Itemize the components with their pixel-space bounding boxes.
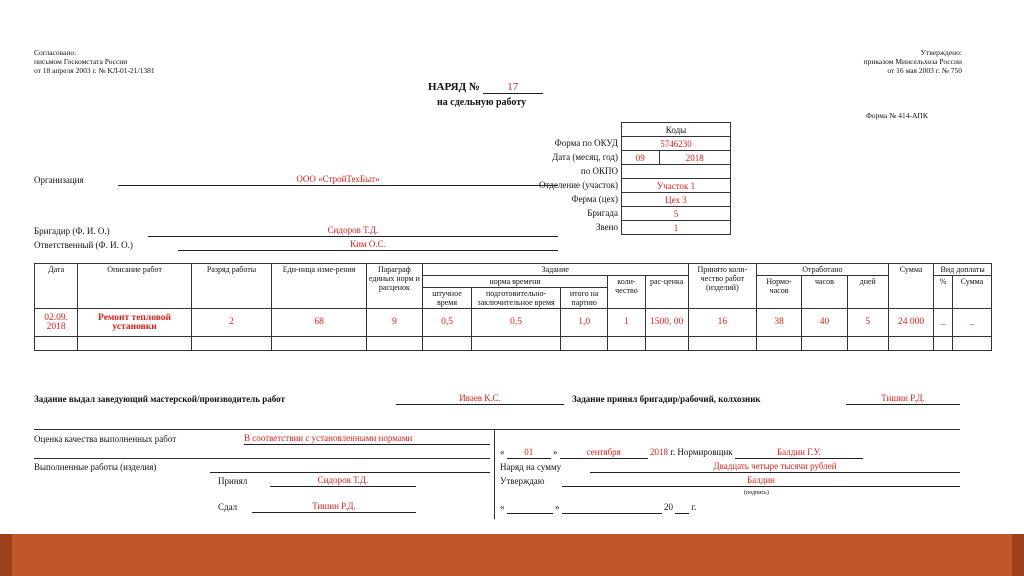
cell-unit: 68 xyxy=(272,309,367,337)
farm-label: Ферма (цех) xyxy=(571,194,618,204)
cell-accepted: 16 xyxy=(688,309,756,337)
brigade-label: Бригада xyxy=(587,208,618,218)
cell-date: 02.09. 2018 xyxy=(35,309,78,337)
approve-value: Балдин xyxy=(562,475,960,487)
handed-label: Сдал xyxy=(218,502,238,512)
date2-year: 20 xyxy=(664,502,673,512)
okud-label: Форма по ОКУД xyxy=(554,138,618,148)
approval-line-1: Согласовано: xyxy=(34,48,77,57)
cell-rate: 1500, 00 xyxy=(645,309,688,337)
codes-labels xyxy=(539,138,618,236)
received-value: Сидоров Т.Д. xyxy=(270,475,416,487)
issued-value: Иваев К.С. xyxy=(396,393,564,405)
col-date: Дата xyxy=(35,264,78,309)
footer-vertical-divider xyxy=(494,429,495,519)
date-label: Дата (месяц, год) xyxy=(552,152,618,162)
quality-value: В соответствии с установленными нормами xyxy=(244,433,490,445)
accepted-label: Задание принял бригадир/рабочий, колхозник xyxy=(572,394,761,404)
cell-prep: 0,5 xyxy=(472,309,561,337)
col-days: дней xyxy=(847,276,888,309)
approval-line-3: от 18 апреля 2003 г. № КЛ-01-21/1381 xyxy=(34,66,155,75)
org-value: ООО «СтройТехБыт» xyxy=(118,174,558,186)
cell-qty: 1 xyxy=(608,309,645,337)
col-task: Задание xyxy=(422,264,688,276)
col-worked: Отработано xyxy=(756,264,888,276)
col-extrasum: Сумма xyxy=(952,276,991,309)
table-row xyxy=(35,309,992,337)
brigadier-value: Сидоров Т.Д. xyxy=(148,225,558,237)
confirmed-block xyxy=(864,48,962,75)
cell-total: 1,0 xyxy=(560,309,607,337)
norm-month: сентября xyxy=(560,447,648,459)
cell-desc: Ремонт тепловой установки xyxy=(78,309,191,337)
issued-label: Задание выдал заведующий мастерской/производитель работ xyxy=(34,394,285,404)
date-month: 09 xyxy=(622,151,660,165)
naryad-number: 17 xyxy=(483,81,543,94)
dept-value: Участок 1 xyxy=(622,179,731,193)
norm-date-line xyxy=(500,447,960,459)
date-year: 2018 xyxy=(659,151,730,165)
norm-suffix: г. Нормировщик xyxy=(670,447,733,457)
done-line xyxy=(210,472,490,473)
table-row xyxy=(35,337,992,351)
confirmed-line-3: от 16 мая 2003 г. № 750 xyxy=(887,66,962,75)
slide-footer-left-accent xyxy=(0,534,12,576)
responsible-value: Ким О.С. xyxy=(178,239,558,251)
date-close: » xyxy=(553,447,558,457)
approval-line-2: письмом Госкомстата России xyxy=(34,57,128,66)
norm-year: 2018 xyxy=(650,447,668,457)
col-unit: Еди-ница изме-рения xyxy=(272,264,367,309)
approval-block xyxy=(34,48,155,75)
cell-pct: _ xyxy=(934,309,953,337)
col-para: Параграф единых норм и расценок xyxy=(367,264,423,309)
received-label: Принял xyxy=(218,476,248,486)
codes-header: Коды xyxy=(622,123,731,137)
col-qty: коли-чество xyxy=(608,276,645,309)
cell-extrasum: _ xyxy=(952,309,991,337)
document-title xyxy=(428,81,543,94)
norm-day: 01 xyxy=(507,447,551,459)
date-open: « xyxy=(500,447,505,457)
brigadier-label: Бригадир (Ф. И. О.) xyxy=(34,226,110,236)
document-subtitle: на сдельную работу xyxy=(437,97,527,108)
col-total: итого на партию xyxy=(560,288,607,309)
brigade-value: 5 xyxy=(622,207,731,221)
okud-value: 5746230 xyxy=(622,137,731,151)
sum-label: Наряд на сумму xyxy=(500,462,562,472)
cell-normhours: 38 xyxy=(756,309,801,337)
done-label: Выполненные работы (изделия) xyxy=(34,462,157,472)
col-normhours: Нормо-часов xyxy=(756,276,801,309)
col-piece: штучное время xyxy=(422,288,472,309)
org-label: Организация xyxy=(34,175,84,185)
dept-label: Отделение (участок) xyxy=(539,180,618,190)
approve-label: Утверждаю xyxy=(500,476,545,486)
confirmed-line-2: приказом Минсельхоза России xyxy=(863,57,962,66)
cell-hours: 40 xyxy=(802,309,847,337)
col-norm: норма времени xyxy=(422,276,608,288)
signature-caption: (подпись) xyxy=(744,490,769,496)
codes-table xyxy=(621,122,731,235)
cell-sum: 24 000 xyxy=(888,309,933,337)
col-rank: Разряд работы xyxy=(191,264,271,309)
quality-line xyxy=(34,458,490,459)
date2-open: « xyxy=(500,502,505,512)
approve-date-line xyxy=(500,502,696,514)
col-accepted: Принято коли-чество работ (изделий) xyxy=(688,264,756,309)
form-number: Форма № 414-АПК xyxy=(866,111,928,120)
sum-value: Двадцать четыре тысячи рублей xyxy=(590,461,960,473)
footer-divider xyxy=(34,429,960,430)
naryad-label: НАРЯД № xyxy=(428,81,480,93)
normer-value: Балдин Г.У. xyxy=(735,447,863,459)
handed-value: Тишин Р.Д. xyxy=(252,501,416,513)
work-table xyxy=(34,263,992,351)
col-prep: подготовительно-заключительное время xyxy=(472,288,561,309)
cell-rank: 2 xyxy=(191,309,271,337)
confirmed-line-1: Утверждено: xyxy=(920,48,962,57)
date2-close: » xyxy=(555,502,560,512)
cell-days: 5 xyxy=(847,309,888,337)
slide-footer-bar xyxy=(0,534,1024,576)
responsible-label: Ответственный (Ф. И. О.) xyxy=(34,240,133,250)
col-extra: Вид доплаты xyxy=(934,264,992,276)
slide-footer-right-accent xyxy=(1012,534,1024,576)
accepted-value: Тишин Р.Д. xyxy=(846,393,960,405)
cell-para: 9 xyxy=(367,309,423,337)
col-rate: рас-ценка xyxy=(645,276,688,309)
quality-label: Оценка качества выполненных работ xyxy=(34,434,177,444)
link-label: Звено xyxy=(595,222,618,232)
col-pct: % xyxy=(934,276,953,309)
date2-suffix: г. xyxy=(691,502,697,512)
okpo-label: по ОКПО xyxy=(580,166,618,176)
col-hours: часов xyxy=(802,276,847,309)
link-value: 1 xyxy=(622,221,731,235)
col-sum: Сумма xyxy=(888,264,933,309)
col-desc: Описание работ xyxy=(78,264,191,309)
okpo-value xyxy=(622,165,731,179)
cell-piece: 0,5 xyxy=(422,309,472,337)
farm-value: Цех 3 xyxy=(622,193,731,207)
